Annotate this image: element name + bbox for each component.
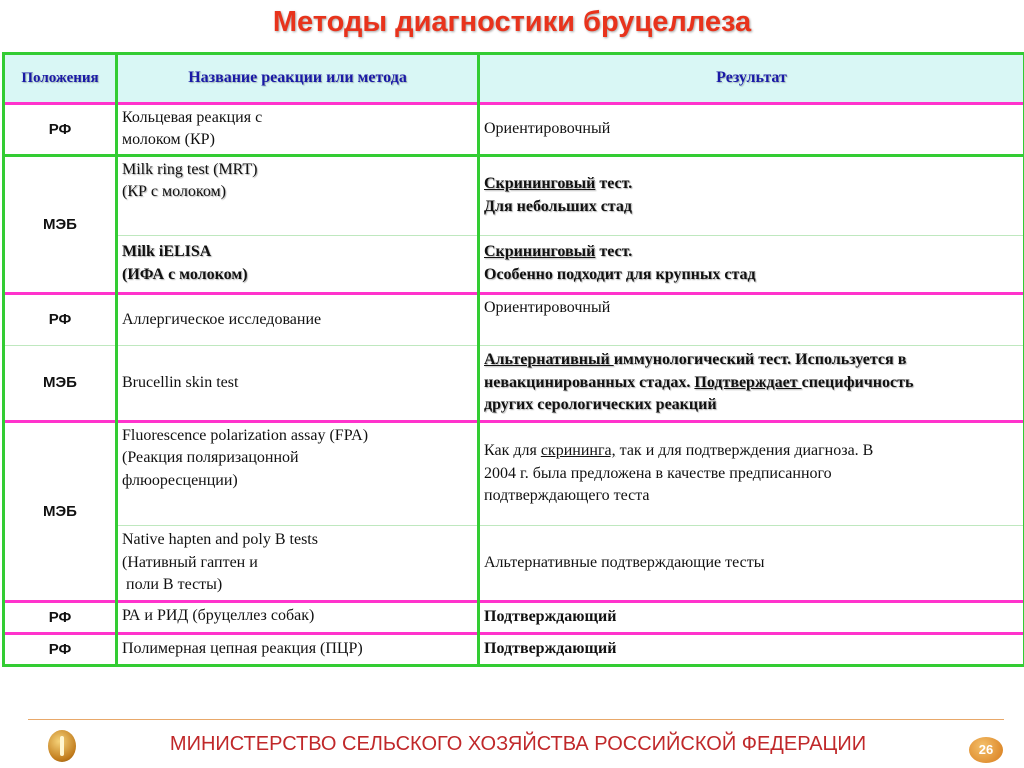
result-text: тест. (595, 175, 633, 193)
result-line: Особенно подходит для крупных стад (484, 265, 756, 283)
row-result (479, 601, 1024, 633)
table-row (4, 421, 1024, 525)
table-row (4, 104, 1024, 156)
result-line (484, 349, 1019, 371)
result-line: других серологических реакций (484, 395, 717, 413)
result-underlined: Скрининговый (484, 175, 596, 193)
table-row (4, 155, 1024, 235)
method-line: Milk iELISA (122, 243, 212, 261)
method-line: Fluorescence polarization assay (FPA) (122, 426, 369, 444)
result-text: иммунологический тест. Используется в (613, 351, 907, 369)
row-method (117, 601, 479, 633)
row-result (479, 293, 1024, 345)
method-line: РА и РИД (бруцеллез собак) (122, 606, 315, 624)
row-position: МЭБ (4, 155, 117, 293)
result-line (484, 241, 1019, 263)
table-row (4, 633, 1024, 665)
result-underlined: Подтверждает (694, 373, 802, 391)
footer-text: МИНИСТЕРСТВО СЕЛЬСКОГО ХОЗЯЙСТВА РОССИЙСКОЙ ФЕДЕРАЦИИ (169, 733, 867, 755)
method-line: Кольцевая реакция с (122, 109, 263, 126)
row-method (117, 104, 479, 156)
result-underlined: Альтернативный (484, 351, 614, 369)
footer-divider (28, 719, 1004, 720)
table-row (4, 345, 1024, 421)
page-number: 26 (969, 737, 1003, 763)
result-line (484, 173, 1019, 195)
result-line: Ориентировочный (484, 120, 611, 138)
method-line: (Реакция поляризацонной (122, 449, 299, 467)
result-line: Подтверждающий (484, 640, 617, 658)
method-line: (Нативный гаптен и (122, 553, 258, 571)
method-line: Milk ring test (MRT) (122, 160, 258, 178)
header-method: Название реакции или метода (117, 54, 479, 104)
row-position: РФ (4, 293, 117, 345)
result-line: Для небольших стад (484, 197, 632, 215)
result-line: Альтернативные подтверждающие тесты (484, 553, 765, 571)
row-method (117, 155, 479, 235)
table-row (4, 601, 1024, 633)
result-line: подтверждающего теста (484, 486, 650, 504)
diagnostics-table (2, 52, 1024, 667)
row-method (117, 525, 479, 601)
method-line: флюоресценции) (122, 471, 238, 489)
row-result (479, 235, 1024, 293)
result-underlined: Скрининговый (484, 243, 596, 261)
method-line: Brucellin skin test (122, 373, 239, 391)
result-line (484, 440, 1019, 462)
result-line: Подтверждающий (484, 608, 617, 626)
table-row (4, 235, 1024, 293)
row-result (479, 345, 1024, 421)
ministry-emblem-icon (48, 730, 76, 762)
method-line: Native hapten and poly B tests (122, 531, 318, 549)
header-position: Положения (4, 54, 117, 104)
method-line: (ИФА с молоком) (122, 265, 248, 283)
result-line: 2004 г. была предложена в качестве предписанного (484, 464, 832, 482)
result-text: невакцинированных стадах. (484, 373, 695, 391)
method-line: Полимерная цепная реакция (ПЦР) (122, 640, 363, 658)
row-position: РФ (4, 104, 117, 156)
result-text: так и для подтверждения диагноза. В (615, 442, 874, 460)
method-line: поли В тесты) (122, 575, 223, 593)
page-title: Методы диагностики бруцеллеза (272, 6, 752, 38)
method-line: Аллергическое исследование (122, 310, 322, 328)
result-line (484, 372, 1019, 394)
row-result (479, 633, 1024, 665)
method-line: молоком (КР) (122, 131, 215, 149)
row-result (479, 104, 1024, 156)
row-method (117, 421, 479, 525)
emblem-stalk (60, 736, 64, 756)
row-method (117, 293, 479, 345)
row-result (479, 525, 1024, 601)
row-position: МЭБ (4, 421, 117, 601)
row-method (117, 235, 479, 293)
row-position: РФ (4, 633, 117, 665)
row-result (479, 155, 1024, 235)
result-text: Как для (484, 442, 541, 460)
row-position: МЭБ (4, 345, 117, 421)
row-method (117, 345, 479, 421)
row-position: РФ (4, 601, 117, 633)
table-row (4, 525, 1024, 601)
table-header (4, 54, 1024, 104)
header-result: Результат (479, 54, 1024, 104)
table-row (4, 293, 1024, 345)
row-method (117, 633, 479, 665)
result-underlined: скрининга, (540, 442, 616, 460)
result-line: Ориентировочный (484, 298, 611, 316)
result-text: тест. (595, 243, 633, 261)
result-text: специфичность (801, 373, 914, 391)
method-line: (КР с молоком) (122, 183, 227, 201)
row-result (479, 421, 1024, 525)
